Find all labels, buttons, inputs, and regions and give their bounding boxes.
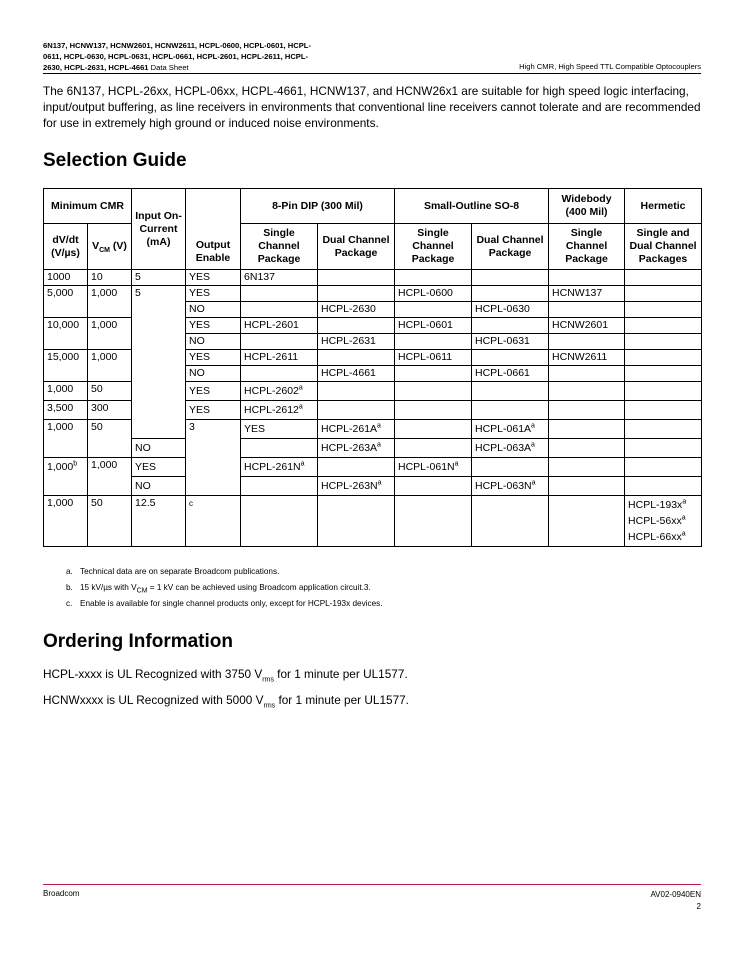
footnote-text-part: 15 kV/µs with V: [80, 583, 137, 592]
cell: [241, 458, 318, 477]
cell: YES: [132, 458, 186, 477]
cell: [625, 302, 702, 318]
footnote-text-part: = 1 kV can be achieved using Broadcom application circuit.3.: [147, 583, 371, 592]
cell: [318, 477, 395, 496]
part-number: HCPL-061N: [398, 461, 455, 473]
cell: [395, 496, 472, 547]
footer-rule: [43, 884, 701, 885]
table-row: [44, 439, 702, 458]
cell: HCPL-0600: [395, 286, 472, 302]
col-wb-single: [549, 224, 625, 270]
cell-value: 1,000: [47, 461, 74, 473]
cell: NO: [186, 366, 241, 382]
cell: [625, 286, 702, 302]
cell: 1,000: [44, 496, 88, 547]
cell: [625, 439, 702, 458]
header-text: (V): [112, 240, 127, 252]
part-number: HCPL-263A: [321, 442, 378, 454]
cell: HCPL-0661: [472, 366, 549, 382]
cell: [625, 496, 702, 547]
cell: [472, 382, 549, 401]
ordering-information-heading: Ordering Information: [43, 631, 233, 652]
part-number: HCPL-063N: [475, 480, 532, 492]
cell: HCPL-2611: [241, 350, 318, 366]
footer-doc-info: [650, 889, 701, 913]
header-parts-line: 0611, HCPL-0630, HCPL-0631, HCPL-0661, HCPL-2601, HCPL-2611, HCPL-: [43, 52, 309, 61]
cell: [549, 270, 625, 286]
cell: YES: [186, 401, 241, 420]
cell: [241, 401, 318, 420]
cell: [395, 270, 472, 286]
cell: [549, 302, 625, 318]
footnote-label: a.: [66, 567, 73, 576]
cell: [395, 458, 472, 477]
cell: [241, 477, 318, 496]
part-number: HCPL-263N: [321, 480, 378, 492]
cell: [549, 439, 625, 458]
header-doc-type: Data Sheet: [150, 63, 189, 72]
cell: NO: [186, 334, 241, 350]
cell: [318, 318, 395, 334]
intro-paragraph: The 6N137, HCPL-26xx, HCPL-06xx, HCPL-4661, HCNW137, and HCNW26x1 are suitable for high speed logic interfacing, input/output buffering, as line receivers in environments that conventional line receivers cannot tolerate and are recommended for use in extremely high ground or induced noise environments.: [43, 84, 701, 130]
header-rule: [43, 73, 701, 74]
col-hermetic: Hermetic: [625, 189, 702, 224]
cell: YES: [186, 350, 241, 366]
footnote-ref: a: [681, 530, 686, 538]
cell: [472, 270, 549, 286]
cell: [395, 439, 472, 458]
footer-page-number: 2: [696, 902, 701, 911]
footnote-ref: a: [531, 441, 535, 449]
cell: [241, 439, 318, 458]
cell: [395, 366, 472, 382]
header-text: Package: [411, 253, 455, 265]
footnote-subscript: CM: [136, 587, 148, 595]
cell: [241, 496, 318, 547]
col-small-outline: Small-Outline SO-8: [395, 189, 549, 224]
header-text: Single: [570, 227, 603, 239]
cell: [625, 477, 702, 496]
part-number: HCPL-261N: [244, 461, 301, 473]
header-part-list: [43, 40, 363, 73]
cell: HCPL-2631: [318, 334, 395, 350]
cell: [318, 270, 395, 286]
cell: NO: [132, 477, 186, 496]
cell: [625, 420, 702, 439]
footnote-ref: a: [377, 441, 381, 449]
part-number: HCPL-063A: [475, 442, 532, 454]
cell: [625, 350, 702, 366]
ordering-line-hcnw: [43, 693, 409, 710]
cell: [472, 477, 549, 496]
header-subscript: CM: [99, 247, 110, 255]
cell: 50: [88, 496, 132, 547]
footnote-ref: a: [377, 422, 381, 430]
header-text: Enable: [195, 252, 231, 264]
col-vcm: [88, 224, 132, 270]
cell: [549, 382, 625, 401]
ordering-text: HCNWxxxx is UL Recognized with 5000 V: [43, 693, 264, 707]
cell: 1,000: [88, 286, 132, 318]
cell: 1,000: [44, 420, 88, 458]
cell: YES: [186, 318, 241, 334]
cell: [549, 458, 625, 477]
ordering-subscript: rms: [263, 702, 276, 710]
cell: [395, 401, 472, 420]
cell: [549, 477, 625, 496]
table-header-row: [44, 189, 702, 224]
header-text: Single and: [636, 227, 690, 239]
header-parts-line: 2630, HCPL-2631, HCPL-4661: [43, 63, 149, 72]
footnote-ref: a: [681, 514, 686, 522]
cell: YES: [186, 382, 241, 401]
footnote-ref: a: [298, 403, 303, 411]
cell: 1000: [44, 270, 88, 286]
cell: [395, 334, 472, 350]
cell: [625, 366, 702, 382]
col-output-enable: [186, 189, 241, 270]
header-parts-line: 6N137, HCNW137, HCNW2601, HCNW2611, HCPL-0600, HCPL-0601, HCPL-: [43, 41, 311, 50]
cell: NO: [186, 302, 241, 318]
footnote-ref: a: [300, 460, 305, 468]
footnote-text: Enable is available for single channel products only, except for HCPL-193x devices.: [80, 599, 383, 608]
cell: c: [186, 496, 241, 547]
cell: [625, 270, 702, 286]
header-text: Input On-: [135, 209, 182, 222]
cell: [549, 420, 625, 439]
cell: [625, 382, 702, 401]
cell: [395, 420, 472, 439]
header-text: Channel: [412, 240, 454, 252]
cell: [472, 420, 549, 439]
header-title: High CMR, High Speed TTL Compatible Optocouplers: [519, 62, 701, 71]
cell: NO: [132, 439, 186, 458]
footnote-ref: a: [682, 498, 687, 506]
cell: [318, 458, 395, 477]
col-so-single: [395, 224, 472, 270]
cell: [625, 401, 702, 420]
footnote-ref: b: [73, 460, 78, 468]
footnote-text: Technical data are on separate Broadcom publications.: [80, 567, 280, 576]
col-dvdt: [44, 224, 88, 270]
cell: [241, 366, 318, 382]
cell: [318, 420, 395, 439]
cell: [472, 350, 549, 366]
part-number: HCPL-2612: [244, 404, 299, 416]
cell: [395, 382, 472, 401]
cell: 1,000: [44, 382, 88, 401]
cell: 1,000: [88, 318, 132, 350]
ordering-text: for 1 minute per UL1577.: [275, 693, 409, 707]
header-text: Output: [195, 239, 231, 251]
cell: 5: [132, 286, 186, 439]
footnote-label: c.: [66, 599, 73, 608]
table-row: [44, 458, 702, 477]
cell: YES: [186, 286, 241, 302]
col-so-dual: [472, 224, 549, 270]
header-text: Widebody: [561, 193, 612, 205]
selection-guide-table: [43, 188, 702, 547]
col-herm-packages: [625, 224, 702, 270]
table-row: [44, 286, 702, 302]
cell: [241, 302, 318, 318]
cell: [549, 366, 625, 382]
ordering-subscript: rms: [262, 676, 274, 684]
cell: [625, 318, 702, 334]
cell: 50: [88, 420, 132, 458]
ordering-text: for 1 minute per UL1577.: [273, 667, 408, 681]
footnote-ref: a: [377, 479, 382, 487]
header-text: Package: [565, 253, 608, 265]
header-text: Package: [257, 253, 301, 265]
header-text: dV/dt: [52, 233, 79, 246]
ordering-text: HCPL-xxxx is UL Recognized with 3750 V: [43, 667, 263, 681]
cell: [395, 477, 472, 496]
cell: 10: [88, 270, 132, 286]
header-text: Package: [334, 246, 378, 259]
cell: [625, 458, 702, 477]
header-text: (400 Mil): [565, 206, 608, 218]
cell: [472, 401, 549, 420]
cell: [472, 286, 549, 302]
footer-company: Broadcom: [43, 889, 80, 898]
table-row: [44, 496, 702, 547]
cell: [241, 334, 318, 350]
cell: HCPL-0601: [395, 318, 472, 334]
footnote-ref: a: [531, 422, 535, 430]
cell: HCPL-0631: [472, 334, 549, 350]
cell: [472, 318, 549, 334]
cell: HCPL-2601: [241, 318, 318, 334]
selection-guide-heading: Selection Guide: [43, 150, 187, 171]
table-row: [44, 477, 702, 496]
col-dip-dual: [318, 224, 395, 270]
header-text: (mA): [146, 235, 171, 248]
header-text: Channel: [565, 240, 608, 252]
footnote-ref: a: [454, 460, 459, 468]
cell: [472, 458, 549, 477]
footnote-text: [80, 583, 371, 595]
header-text: Dual Channel: [322, 233, 390, 246]
footer-doc-id: AV02-0940EN: [650, 890, 701, 899]
cell: [241, 382, 318, 401]
cell: 1,000: [88, 350, 132, 382]
header-text: V: [92, 240, 100, 252]
col-8pin-dip: 8-Pin DIP (300 Mil): [241, 189, 395, 224]
header-text: Single: [263, 227, 295, 239]
cell: 15,000: [44, 350, 88, 382]
cell: [549, 401, 625, 420]
cell: 300: [88, 401, 132, 420]
header-text: Packages: [638, 253, 688, 265]
col-dip-single: [241, 224, 318, 270]
cell: 10,000: [44, 318, 88, 350]
cell: 5: [132, 270, 186, 286]
cell: HCPL-0630: [472, 302, 549, 318]
cell: [472, 496, 549, 547]
cell: YES: [241, 420, 318, 439]
col-input-on-current: [132, 189, 186, 270]
cell: [44, 458, 88, 496]
ordering-line-hcpl: [43, 667, 408, 684]
cell: HCNW2601: [549, 318, 625, 334]
header-text: Dual Channel: [629, 240, 697, 252]
cell: HCPL-2630: [318, 302, 395, 318]
cell: [395, 302, 472, 318]
cell: 1,000: [88, 458, 132, 496]
part-number: HCPL-2602: [244, 385, 299, 397]
footnote-ref: a: [531, 479, 536, 487]
cell: 12.5: [132, 496, 186, 547]
header-text: (V/µs): [51, 246, 80, 259]
cell: 5,000: [44, 286, 88, 318]
cell: [625, 334, 702, 350]
cell: 3,500: [44, 401, 88, 420]
part-number: HCPL-061A: [475, 423, 532, 435]
cell: [549, 334, 625, 350]
cell: 6N137: [241, 270, 318, 286]
cell: [318, 496, 395, 547]
table-row: [44, 270, 702, 286]
footnote-label: b.: [66, 583, 73, 592]
cell: 50: [88, 382, 132, 401]
cell: [318, 382, 395, 401]
cell: 3: [186, 420, 241, 496]
cell: HCNW137: [549, 286, 625, 302]
cell: YES: [186, 270, 241, 286]
cell: HCPL-4661: [318, 366, 395, 382]
col-widebody: [549, 189, 625, 224]
footnote-ref: a: [298, 384, 303, 392]
part-number: HCPL-261A: [321, 423, 378, 435]
cell: [318, 286, 395, 302]
part-number: HCPL-66xx: [628, 531, 682, 543]
col-min-cmr: Minimum CMR: [44, 189, 132, 224]
header-text: Current: [139, 222, 178, 235]
header-text: Channel: [258, 240, 300, 252]
cell: [241, 286, 318, 302]
part-number: HCPL-193x: [628, 499, 683, 511]
cell: [472, 439, 549, 458]
cell: [318, 401, 395, 420]
cell: HCPL-0611: [395, 350, 472, 366]
cell: [549, 496, 625, 547]
cell: [318, 439, 395, 458]
header-text: Dual Channel: [476, 233, 544, 246]
header-text: Package: [488, 246, 532, 259]
cell: HCNW2611: [549, 350, 625, 366]
part-number: HCPL-56xx: [628, 515, 682, 527]
cell: [318, 350, 395, 366]
header-text: Single: [417, 227, 449, 239]
